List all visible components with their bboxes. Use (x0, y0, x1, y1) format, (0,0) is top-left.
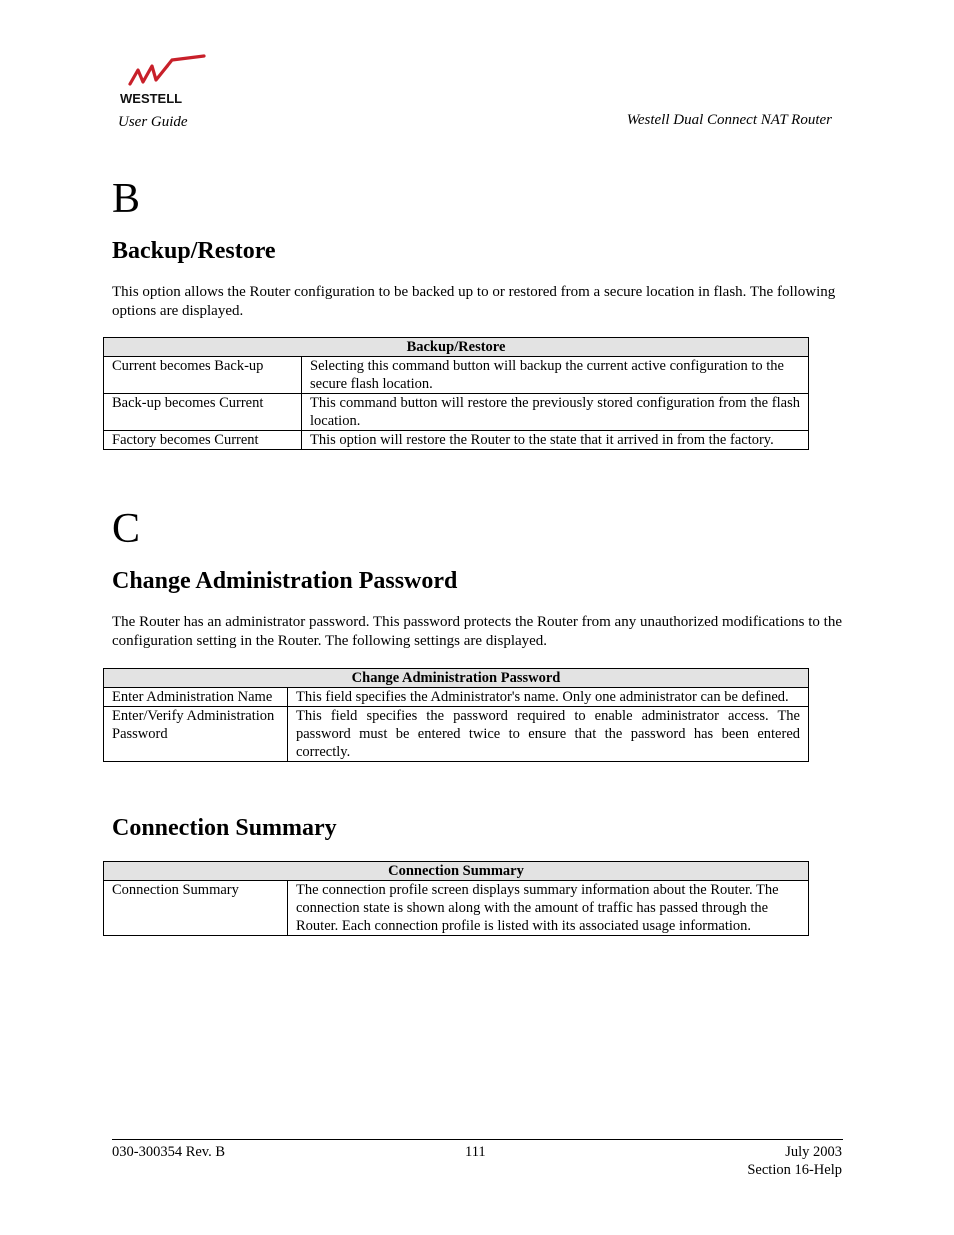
section-letter-b: B (112, 176, 141, 222)
header-user-guide: User Guide (118, 114, 188, 130)
table-description: This command button will restore the previously stored configuration from the flash location. (302, 394, 809, 431)
table-term: Back-up becomes Current (104, 394, 302, 431)
table-term: Factory becomes Current (104, 431, 302, 450)
heading-backup-restore: Backup/Restore (112, 238, 276, 264)
table-description: The connection profile screen displays summary information about the Router. The connection state is shown along with the amount of traffic has passed through the Router. Each connection profile is listed with its associated usage information. (288, 881, 809, 936)
table-term: Connection Summary (104, 881, 288, 936)
table-description: This option will restore the Router to the state that it arrived in from the factory. (302, 431, 809, 450)
table-term: Enter Administration Name (104, 688, 288, 707)
section-letter-c: C (112, 506, 141, 552)
footer-page-number: 111 (465, 1144, 486, 1160)
table-description: This field specifies the Administrator's name. Only one administrator can be defined. (288, 688, 809, 707)
heading-connection-summary: Connection Summary (112, 815, 337, 841)
table-row (104, 881, 809, 936)
logo-wordmark: WESTELL (120, 91, 183, 106)
table-title: Backup/Restore (104, 338, 809, 357)
table-description: Selecting this command button will backup the current active configuration to the secure flash location. (302, 357, 809, 394)
table-term: Current becomes Back-up (104, 357, 302, 394)
table-title: Connection Summary (104, 862, 809, 881)
paragraph-change-admin-password: The Router has an administrator password. This password protects the Router from any unauthorized modifications to the configuration setting in the Router. The following settings are displayed. (112, 614, 842, 649)
header-product-name: Westell Dual Connect NAT Router (626, 112, 832, 128)
table-term: Enter/Verify Administration Password (104, 707, 288, 762)
table-row (104, 707, 809, 762)
table-row (104, 431, 809, 450)
footer-divider (112, 1139, 843, 1140)
table-backup-restore (103, 337, 809, 450)
footer-doc-number: 030-300354 Rev. B (112, 1144, 226, 1160)
table-row (104, 394, 809, 431)
footer-date: July 2003 (785, 1144, 842, 1160)
table-description: This field specifies the password required to enable administrator access. The password must be entered twice to ensure that the password has been entered correctly. (288, 707, 809, 762)
heading-change-admin-password: Change Administration Password (112, 568, 458, 594)
table-title: Change Administration Password (104, 669, 809, 688)
table-row (104, 688, 809, 707)
table-change-admin-password (103, 668, 809, 762)
table-row (104, 357, 809, 394)
westell-logo (116, 54, 206, 106)
paragraph-backup-restore: This option allows the Router configuration to be backed up to or restored from a secure location in flash. The following options are displayed. (112, 284, 836, 319)
footer-section: Section 16-Help (747, 1162, 842, 1178)
table-connection-summary (103, 861, 809, 936)
